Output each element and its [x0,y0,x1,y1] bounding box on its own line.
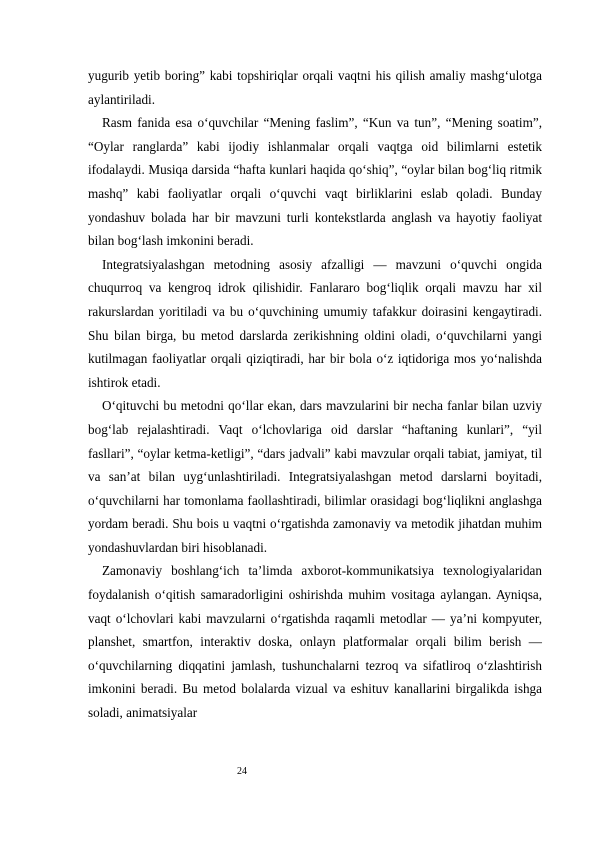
paragraph-ict: Zamonaviy boshlang‘ich ta’limda axborot-kommunikatsiya texnologiyalaridan foydalanish o‘qitish samaradorligini oshirishda muhim vositaga aylangan. Ayniqsa, vaqt o‘lchovlari kabi mavzularni o‘rgatishda raqamli metodlar — ya’ni kompyuter, planshet, smartfon, interaktiv doska, onlayn platformalar orqali bilim berish — o‘quvchilarning diqqatini jamlash, tushunchalarni tezroq va sifatliroq o‘zlashtirish imkonini beradi. Bu metod bolalarda vizual va eshituv kanallarini birgalikda ishga soladi, animatsiyalar [88,563,542,721]
paragraph-integration-advantage: Integratsiyalashgan metodning asosiy afzalligi — mavzuni o‘quvchi ongida chuqurroq va kengroq idrok qilishidir. Fanlararo bog‘liqlik orqali mavzu har xil rakurslardan yoritiladi va bu o‘quvchining umumiy tafakkur doirasini kengaytiradi. Shu bilan birga, bu metod darslarda zerikishning oldini oladi, o‘quvchilarni yangi kutilmagan faoliyatlar orqali qiziqtiradi, har bir bola o‘z iqtidoriga mos yo‘nalishda ishtirok etadi. [88,256,542,390]
document-page [88,64,542,725]
paragraph-art-music: Rasm fanida esa o‘quvchilar “Mening faslim”, “Kun va tun”, “Mening soatim”, “Oylar ranglarda” kabi ijodiy ishlanmalar orqali vaqtga oid bilimlarni estetik ifodalaydi. Musiqa darsida “hafta kunlari haqida qo‘shiq”, “oylar bilan bog‘liq ritmik mashq” kabi faoliyatlar orqali o‘quvchi vaqt birliklarini eslab qoladi. Bunday yondashuv bolada har bir mavzuni turli kontekstlarda anglash va hayotiy faoliyat bilan bog‘lash imkonini beradi. [88,115,542,249]
paragraph-teacher-planning: O‘qituvchi bu metodni qo‘llar ekan, dars mavzularini bir necha fanlar bilan uzviy bog‘lab rejalashtiradi. Vaqt o‘lchovlariga oid darslar “haftaning kunlari”, “yil fasllari”, “oylar ketma-ketligi”, “dars jadvali” kabi mavzular orqali tabiat, jamiyat, til va san’at bilan uyg‘unlashtiriladi. Integratsiyalashgan metod darslarni boyitadi, o‘quvchilarni har tomonlama faollashtiradi, bilimlar orasidagi bog‘liqlikni anglashga yordam beradi. Shu bois u vaqtni o‘rgatishda zamonaviy va metodik jihatdan muhim yondashuvlardan biri hisoblanadi. [88,398,542,555]
page-number: 24 [237,766,247,777]
paragraph-continuation: yugurib yetib boring” kabi topshiriqlar orqali vaqtni his qilish amaliy mashg‘ulotga aylantiriladi. [88,68,542,107]
